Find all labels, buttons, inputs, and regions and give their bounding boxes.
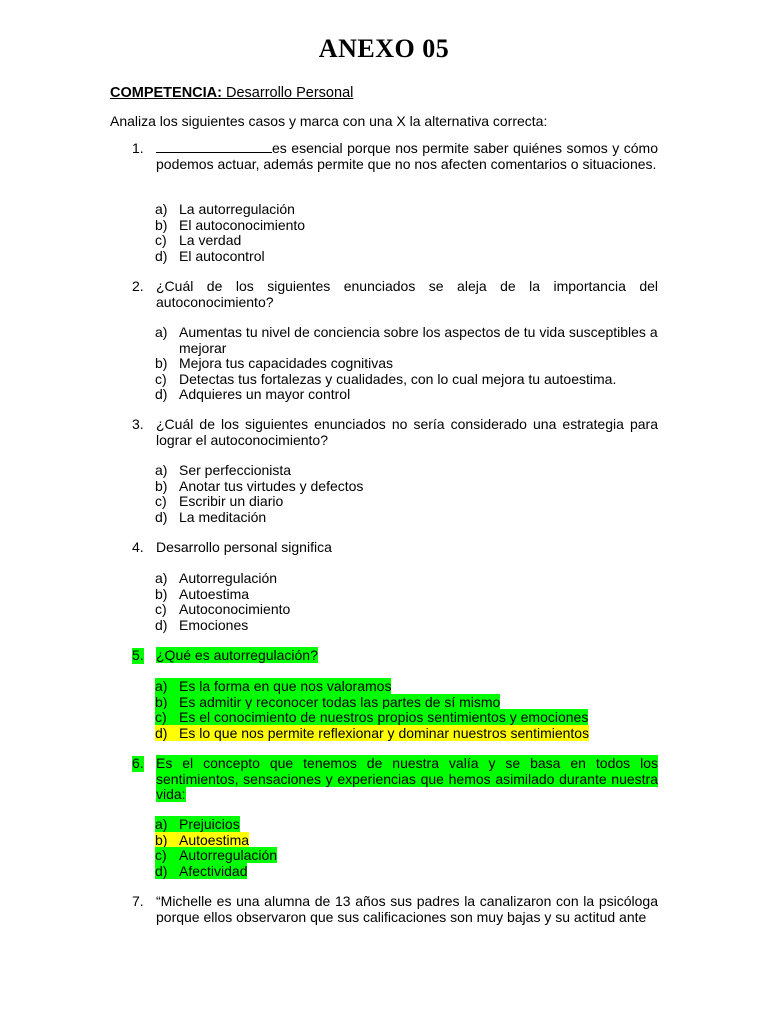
option-selected[interactable]: b) Autoestima: [155, 831, 250, 848]
competencia-label: COMPETENCIA:: [110, 85, 222, 101]
options-question-2: [155, 325, 665, 403]
option[interactable]: d) Emociones: [155, 616, 249, 633]
option[interactable]: d) Afectividad: [155, 862, 248, 879]
question-6: [132, 756, 658, 803]
answer-blank[interactable]: [156, 141, 272, 153]
option[interactable]: c) Autoconocimiento: [155, 601, 291, 617]
options-question-1: [155, 202, 665, 264]
question-number: 1.: [132, 140, 144, 156]
question-text: ¿Cuál de los siguientes enunciados no sería considerado una estrategia para lograr el autoconocimiento?: [156, 416, 658, 448]
competencia-value: Desarrollo Personal: [221, 85, 354, 101]
option-selected[interactable]: d) Es lo que nos permite reflexionar y dominar nuestros sentimientos: [155, 724, 590, 741]
option[interactable]: a) Aumentas tu nivel de conciencia sobre los aspectos de tu vida susceptibles a mejorar: [155, 324, 658, 356]
option[interactable]: c) Detectas tus fortalezas y cualidades, con lo cual mejora tu autoestima.: [155, 370, 617, 387]
option[interactable]: c) Es el conocimiento de nuestros propios sentimientos y emociones: [155, 709, 589, 725]
option[interactable]: c) Escribir un diario: [155, 493, 284, 509]
question-3: [132, 417, 658, 448]
option[interactable]: a) Autorregulación: [155, 570, 278, 586]
option[interactable]: b) El autoconocimiento: [155, 216, 306, 233]
question-number: 5.: [132, 647, 144, 663]
question-number: 7.: [132, 893, 144, 909]
question-number: 6.: [132, 755, 144, 771]
option[interactable]: c) La verdad: [155, 232, 242, 248]
option[interactable]: d) La meditación: [155, 508, 267, 525]
option[interactable]: d) El autocontrol: [155, 247, 265, 264]
question-1: [132, 141, 658, 172]
question-text: es esencial porque nos permite saber quiénes somos y cómo podemos actuar, además permite que no nos afecten comentarios o situaciones.: [156, 140, 658, 172]
options-question-5: [155, 679, 665, 741]
question-number: 4.: [132, 539, 144, 555]
option[interactable]: b) Es admitir y reconocer todas las partes de sí mismo: [155, 693, 501, 710]
question-number: 3.: [132, 416, 144, 432]
option[interactable]: a) La autorregulación: [155, 201, 295, 217]
question-4: [132, 540, 658, 556]
question-number: 2.: [132, 278, 144, 294]
option[interactable]: b) Mejora tus capacidades cognitivas: [155, 355, 394, 371]
question-7: [132, 894, 658, 925]
question-5: [132, 648, 658, 664]
option[interactable]: b) Autoestima: [155, 585, 250, 602]
question-text: Desarrollo personal significa: [156, 539, 332, 555]
option[interactable]: c) Autorregulación: [155, 847, 278, 863]
options-question-6: [155, 817, 665, 879]
question-text: “Michelle es una alumna de 13 años sus padres la canalizaron con la psicóloga porque ellos observaron que sus calificaciones son muy bajas y su actitud ante: [156, 893, 658, 925]
options-question-4: [155, 571, 665, 633]
option[interactable]: a) Es la forma en que nos valoramos: [155, 678, 392, 694]
option[interactable]: a) Prejuicios: [155, 816, 240, 832]
instructions: Analiza los siguientes casos y marca con una X la alternativa correcta:: [110, 113, 548, 129]
page-title: ANEXO 05: [318, 34, 450, 63]
competencia-line: [110, 85, 353, 101]
question-text: ¿Qué es autorregulación?: [156, 647, 318, 663]
option[interactable]: a) Ser perfeccionista: [155, 462, 292, 478]
option[interactable]: b) Anotar tus virtudes y defectos: [155, 477, 364, 494]
question-text: Es el concepto que tenemos de nuestra valía y se basa en todos los sentimientos, sensaciones y experiencias que hemos asimilado durante nuestra vida:: [156, 755, 658, 802]
question-2: [132, 279, 658, 310]
question-text: ¿Cuál de los siguientes enunciados se aleja de la importancia del autoconocimiento?: [156, 278, 658, 310]
options-question-3: [155, 463, 665, 525]
option[interactable]: d) Adquieres un mayor control: [155, 386, 351, 402]
